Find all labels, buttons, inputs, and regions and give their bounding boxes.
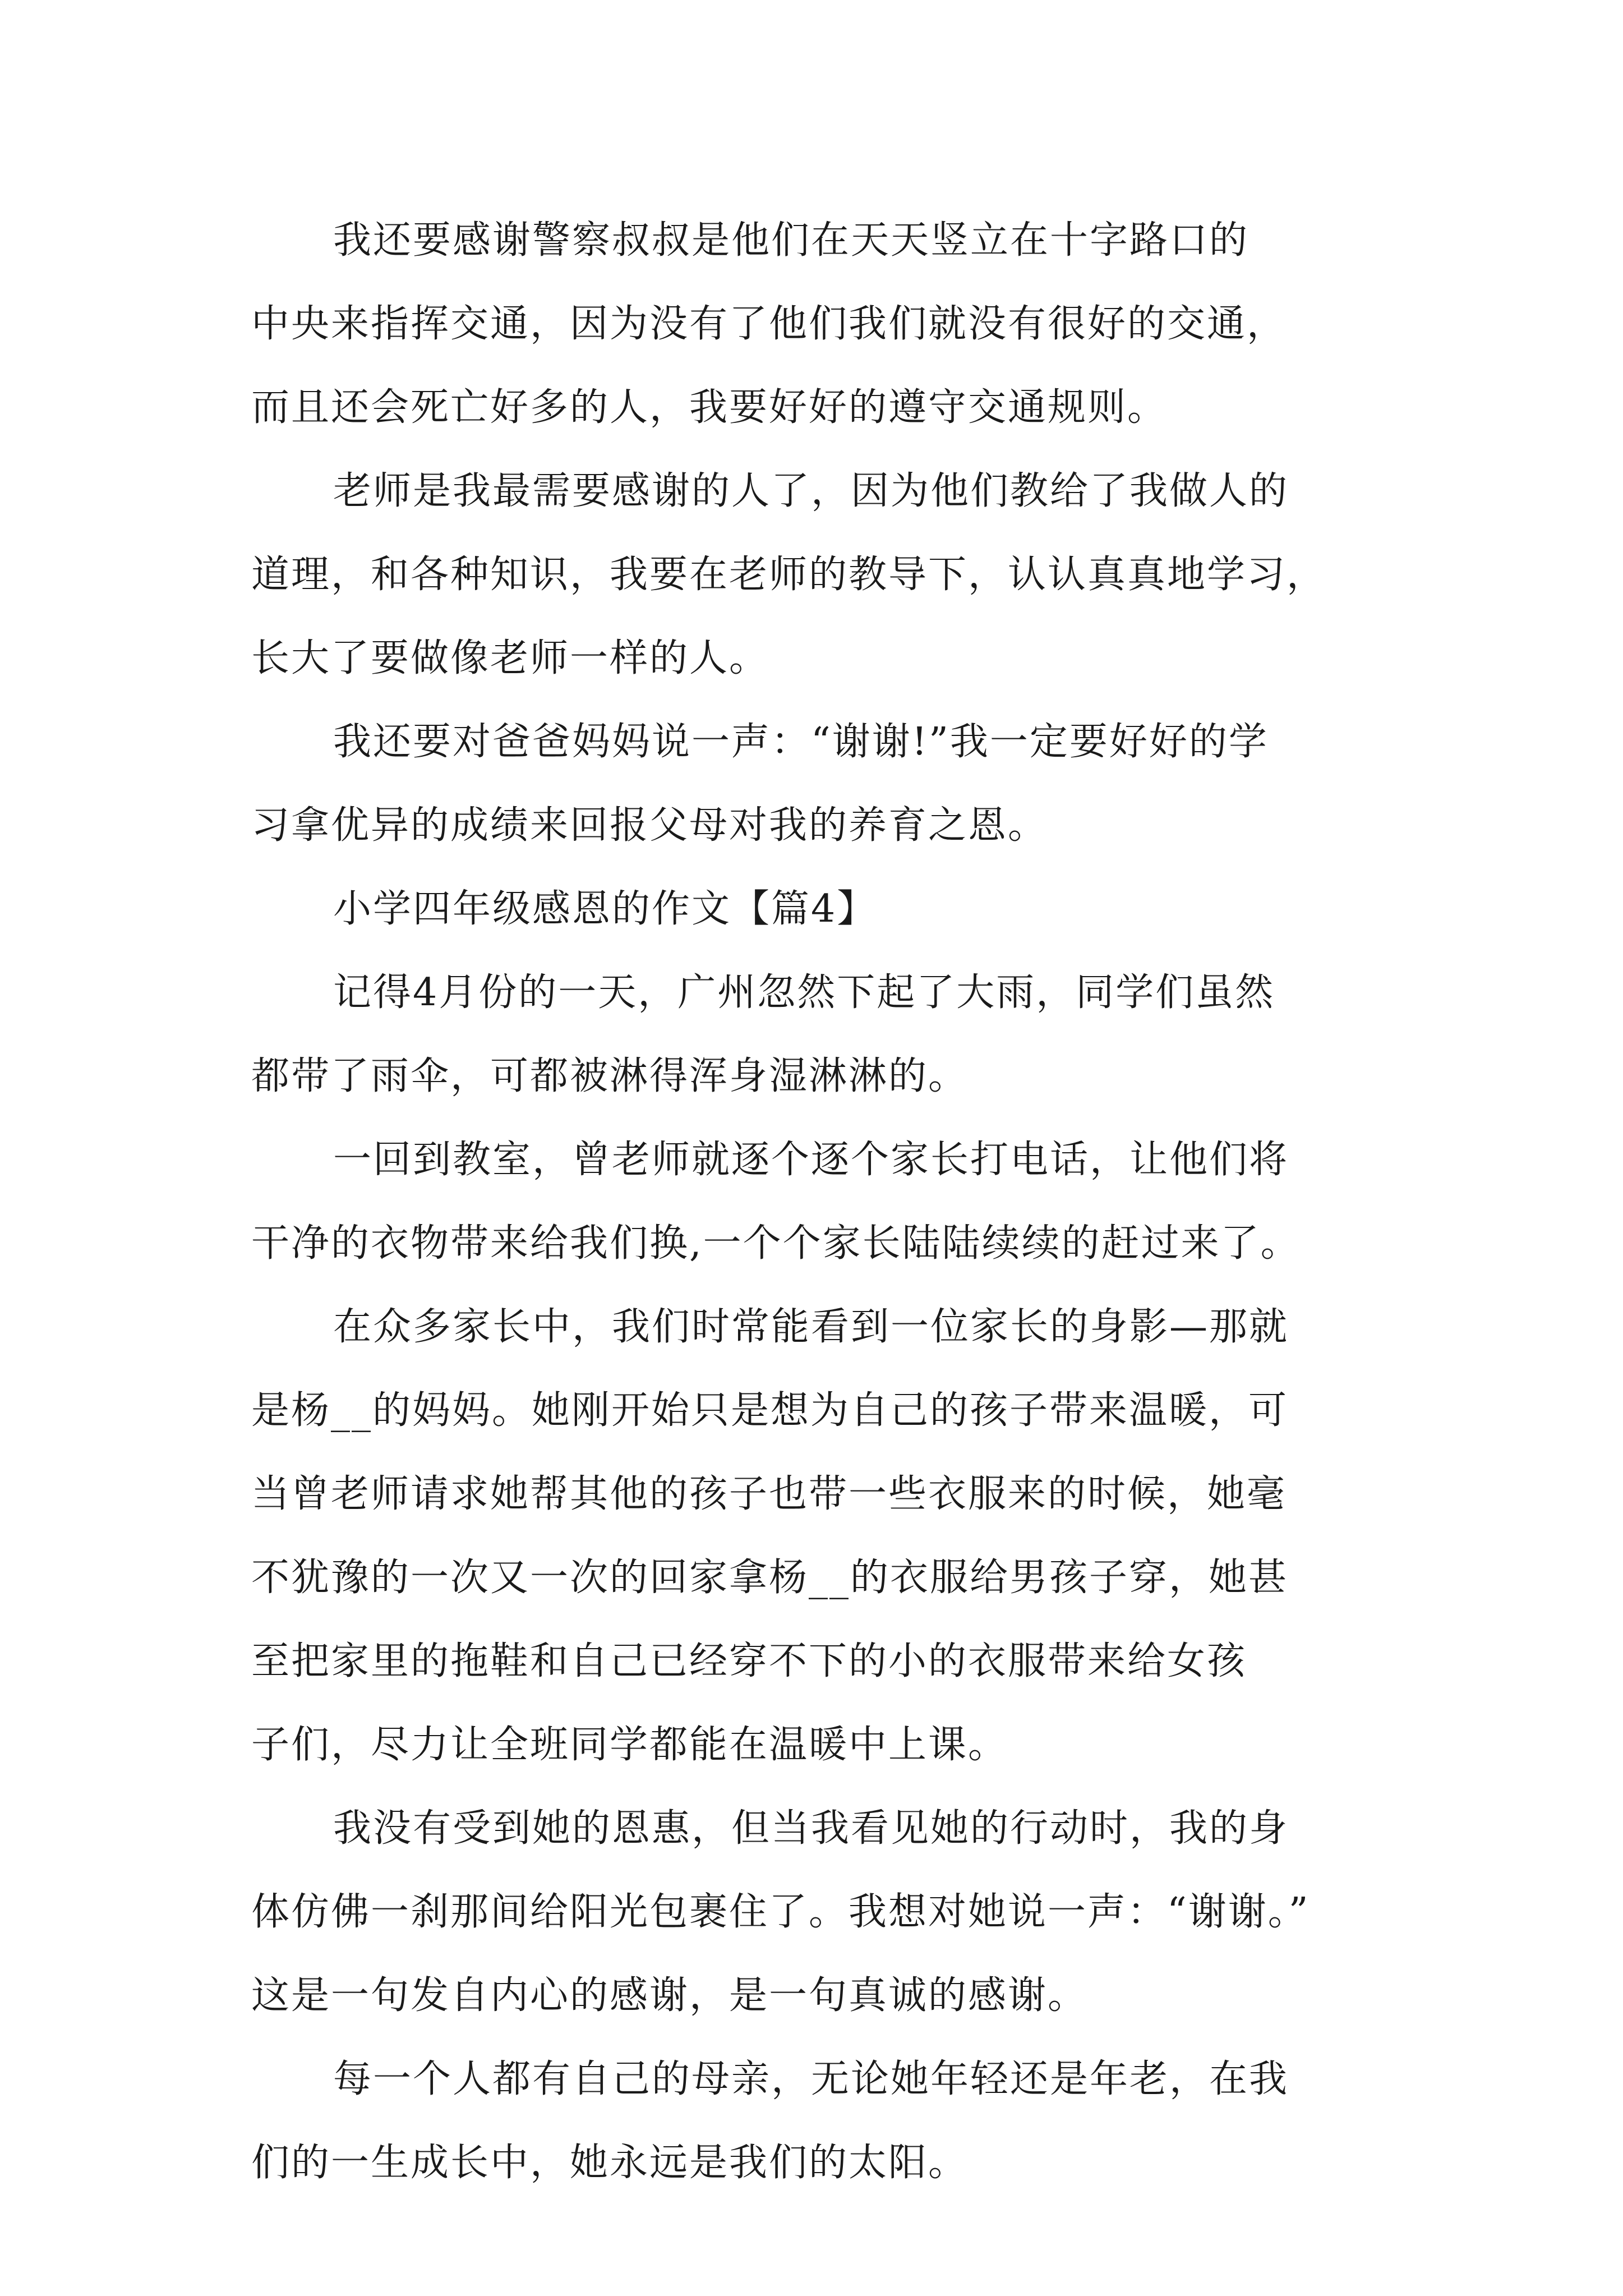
text-line: 们的一生成长中，她永远是我们的太阳。 (251, 2141, 969, 2185)
text-line: 在众多家长中，我们时常能看到一位家长的身影—那就 (333, 1305, 1289, 1349)
text-line: 中央来指挥交通，因为没有了他们我们就没有很好的交通， (251, 302, 1287, 346)
text-line: 是杨__的妈妈。她刚开始只是想为自己的孩子带来温暖，可 (251, 1388, 1289, 1433)
text-line: 一回到教室，曾老师就逐个逐个家长打电话，让他们将 (333, 1138, 1289, 1182)
text-line: 不犹豫的一次又一次的回家拿杨__的衣服给男孩子穿，她甚 (251, 1556, 1289, 1600)
body-text (251, 208, 1384, 2214)
text-line: 每一个人都有自己的母亲，无论她年轻还是年老，在我 (333, 2057, 1289, 2101)
text-line: 体仿佛一刹那间给阳光包裹住了。我想对她说一声：“谢谢。” (251, 1890, 1310, 1934)
text-line: 都带了雨伞，可都被淋得浑身湿淋淋的。 (251, 1054, 969, 1098)
text-line: 我还要对爸爸妈妈说一声：“谢谢!”我一定要好好的学 (333, 720, 1269, 764)
text-line: 这是一句发自内心的感谢，是一句真诚的感谢。 (251, 1973, 1088, 2018)
text-line: 小学四年级感恩的作文【篇4】 (333, 887, 877, 931)
text-line: 至把家里的拖鞋和自己已经穿不下的小的衣服带来给女孩 (251, 1639, 1247, 1683)
text-line: 记得4月份的一天，广州忽然下起了大雨，同学们虽然 (333, 970, 1275, 1015)
text-line: 我没有受到她的恩惠，但当我看见她的行动时，我的身 (333, 1806, 1289, 1851)
text-line: 我还要感谢警察叔叔是他们在天天竖立在十字路口的 (333, 218, 1249, 263)
text-line: 当曾老师请求她帮其他的孩子也带一些衣服来的时候，她毫 (251, 1472, 1287, 1516)
text-line: 长大了要做像老师一样的人。 (251, 636, 769, 680)
text-line: 而且还会死亡好多的人，我要好好的遵守交通规则。 (251, 385, 1168, 430)
text-line: 道理，和各种知识，我要在老师的教导下，认认真真地学习， (251, 553, 1327, 597)
text-line: 子们，尽力让全班同学都能在温暖中上课。 (251, 1723, 1008, 1767)
text-line: 习拿优异的成绩来回报父母对我的养育之恩。 (251, 803, 1048, 848)
text-line: 老师是我最需要感谢的人了，因为他们教给了我做人的 (333, 469, 1289, 513)
text-line: 干净的衣物带来给我们换,一个个家长陆陆续续的赶过来了。 (251, 1221, 1301, 1266)
